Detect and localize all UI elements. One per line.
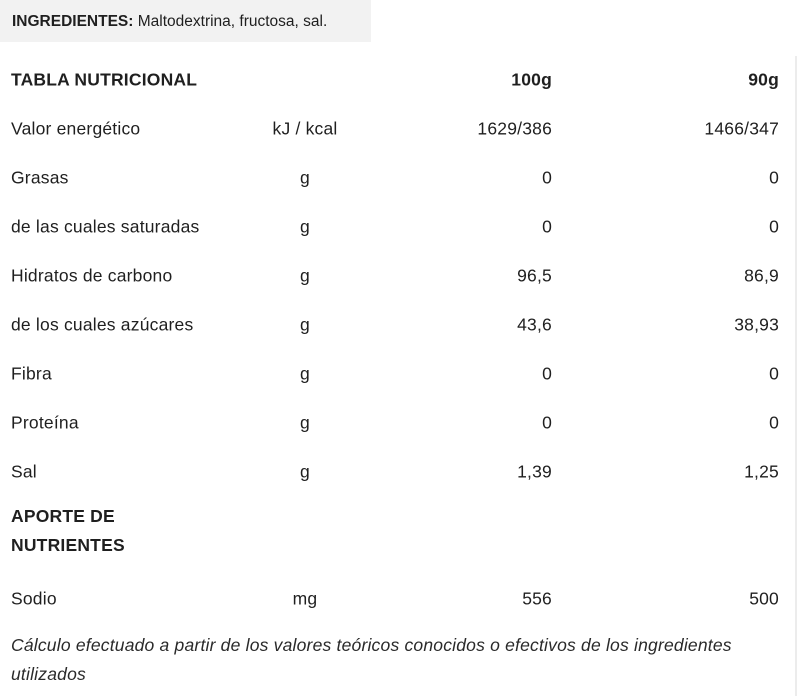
- section-header-row: [0, 496, 795, 574]
- value-100g: 0: [542, 167, 552, 187]
- header-100g: 100g: [511, 69, 552, 89]
- value-100g: 1,39: [517, 461, 552, 481]
- table-row: [0, 104, 795, 153]
- value-100g: 96,5: [517, 265, 552, 285]
- nutrient-unit: g: [300, 461, 310, 481]
- nutrient-unit: g: [300, 265, 310, 285]
- value-90g: 86,9: [744, 265, 779, 285]
- value-90g: 0: [769, 412, 779, 432]
- footnote: Cálculo efectuado a partir de los valores teóricos conocidos o efectivos de los ingredientes utilizados: [11, 635, 732, 684]
- table-row: [0, 574, 795, 623]
- header-90g: 90g: [748, 69, 779, 89]
- value-100g: 0: [542, 412, 552, 432]
- table-row: [0, 349, 795, 398]
- nutrient-name: Valor energético: [11, 118, 141, 138]
- nutrient-name: Fibra: [11, 363, 52, 383]
- ingredients-text: Maltodextrina, fructosa, sal.: [133, 13, 328, 30]
- nutrient-unit: g: [300, 314, 310, 334]
- value-100g: 0: [542, 216, 552, 236]
- value-90g: 38,93: [734, 314, 779, 334]
- ingredients-box: [0, 0, 371, 42]
- value-100g: 556: [522, 588, 552, 608]
- value-90g: 0: [769, 216, 779, 236]
- nutrient-unit: g: [300, 167, 310, 187]
- nutrient-name: Grasas: [11, 167, 69, 187]
- nutrient-unit: g: [300, 412, 310, 432]
- nutrient-name: Sal: [11, 461, 37, 481]
- nutrient-name: Proteína: [11, 412, 79, 432]
- table-row: [0, 300, 795, 349]
- table-header-row: [0, 55, 795, 104]
- nutrient-unit: mg: [292, 588, 318, 608]
- value-90g: 500: [749, 588, 779, 608]
- table-row: [0, 202, 795, 251]
- nutrient-name: de los cuales azúcares: [11, 314, 194, 334]
- nutrient-name: Sodio: [11, 588, 57, 608]
- section-title: APORTE DE NUTRIENTES: [11, 506, 125, 555]
- value-100g: 1629/386: [477, 118, 552, 138]
- table-row: [0, 398, 795, 447]
- nutrient-unit: g: [300, 216, 310, 236]
- value-90g: 0: [769, 167, 779, 187]
- ingredients-label: INGREDIENTES:: [12, 13, 134, 30]
- value-90g: 1,25: [744, 461, 779, 481]
- table-row: [0, 251, 795, 300]
- value-100g: 43,6: [517, 314, 552, 334]
- value-90g: 0: [769, 363, 779, 383]
- value-100g: 0: [542, 363, 552, 383]
- value-90g: 1466/347: [704, 118, 779, 138]
- table-title: TABLA NUTRICIONAL: [11, 69, 198, 89]
- nutrient-name: Hidratos de carbono: [11, 265, 173, 285]
- nutrient-unit: kJ / kcal: [272, 118, 338, 138]
- nutrient-name: de las cuales saturadas: [11, 216, 200, 236]
- nutrition-table: [0, 55, 795, 623]
- table-row: [0, 447, 795, 496]
- nutrient-unit: g: [300, 363, 310, 383]
- table-row: [0, 153, 795, 202]
